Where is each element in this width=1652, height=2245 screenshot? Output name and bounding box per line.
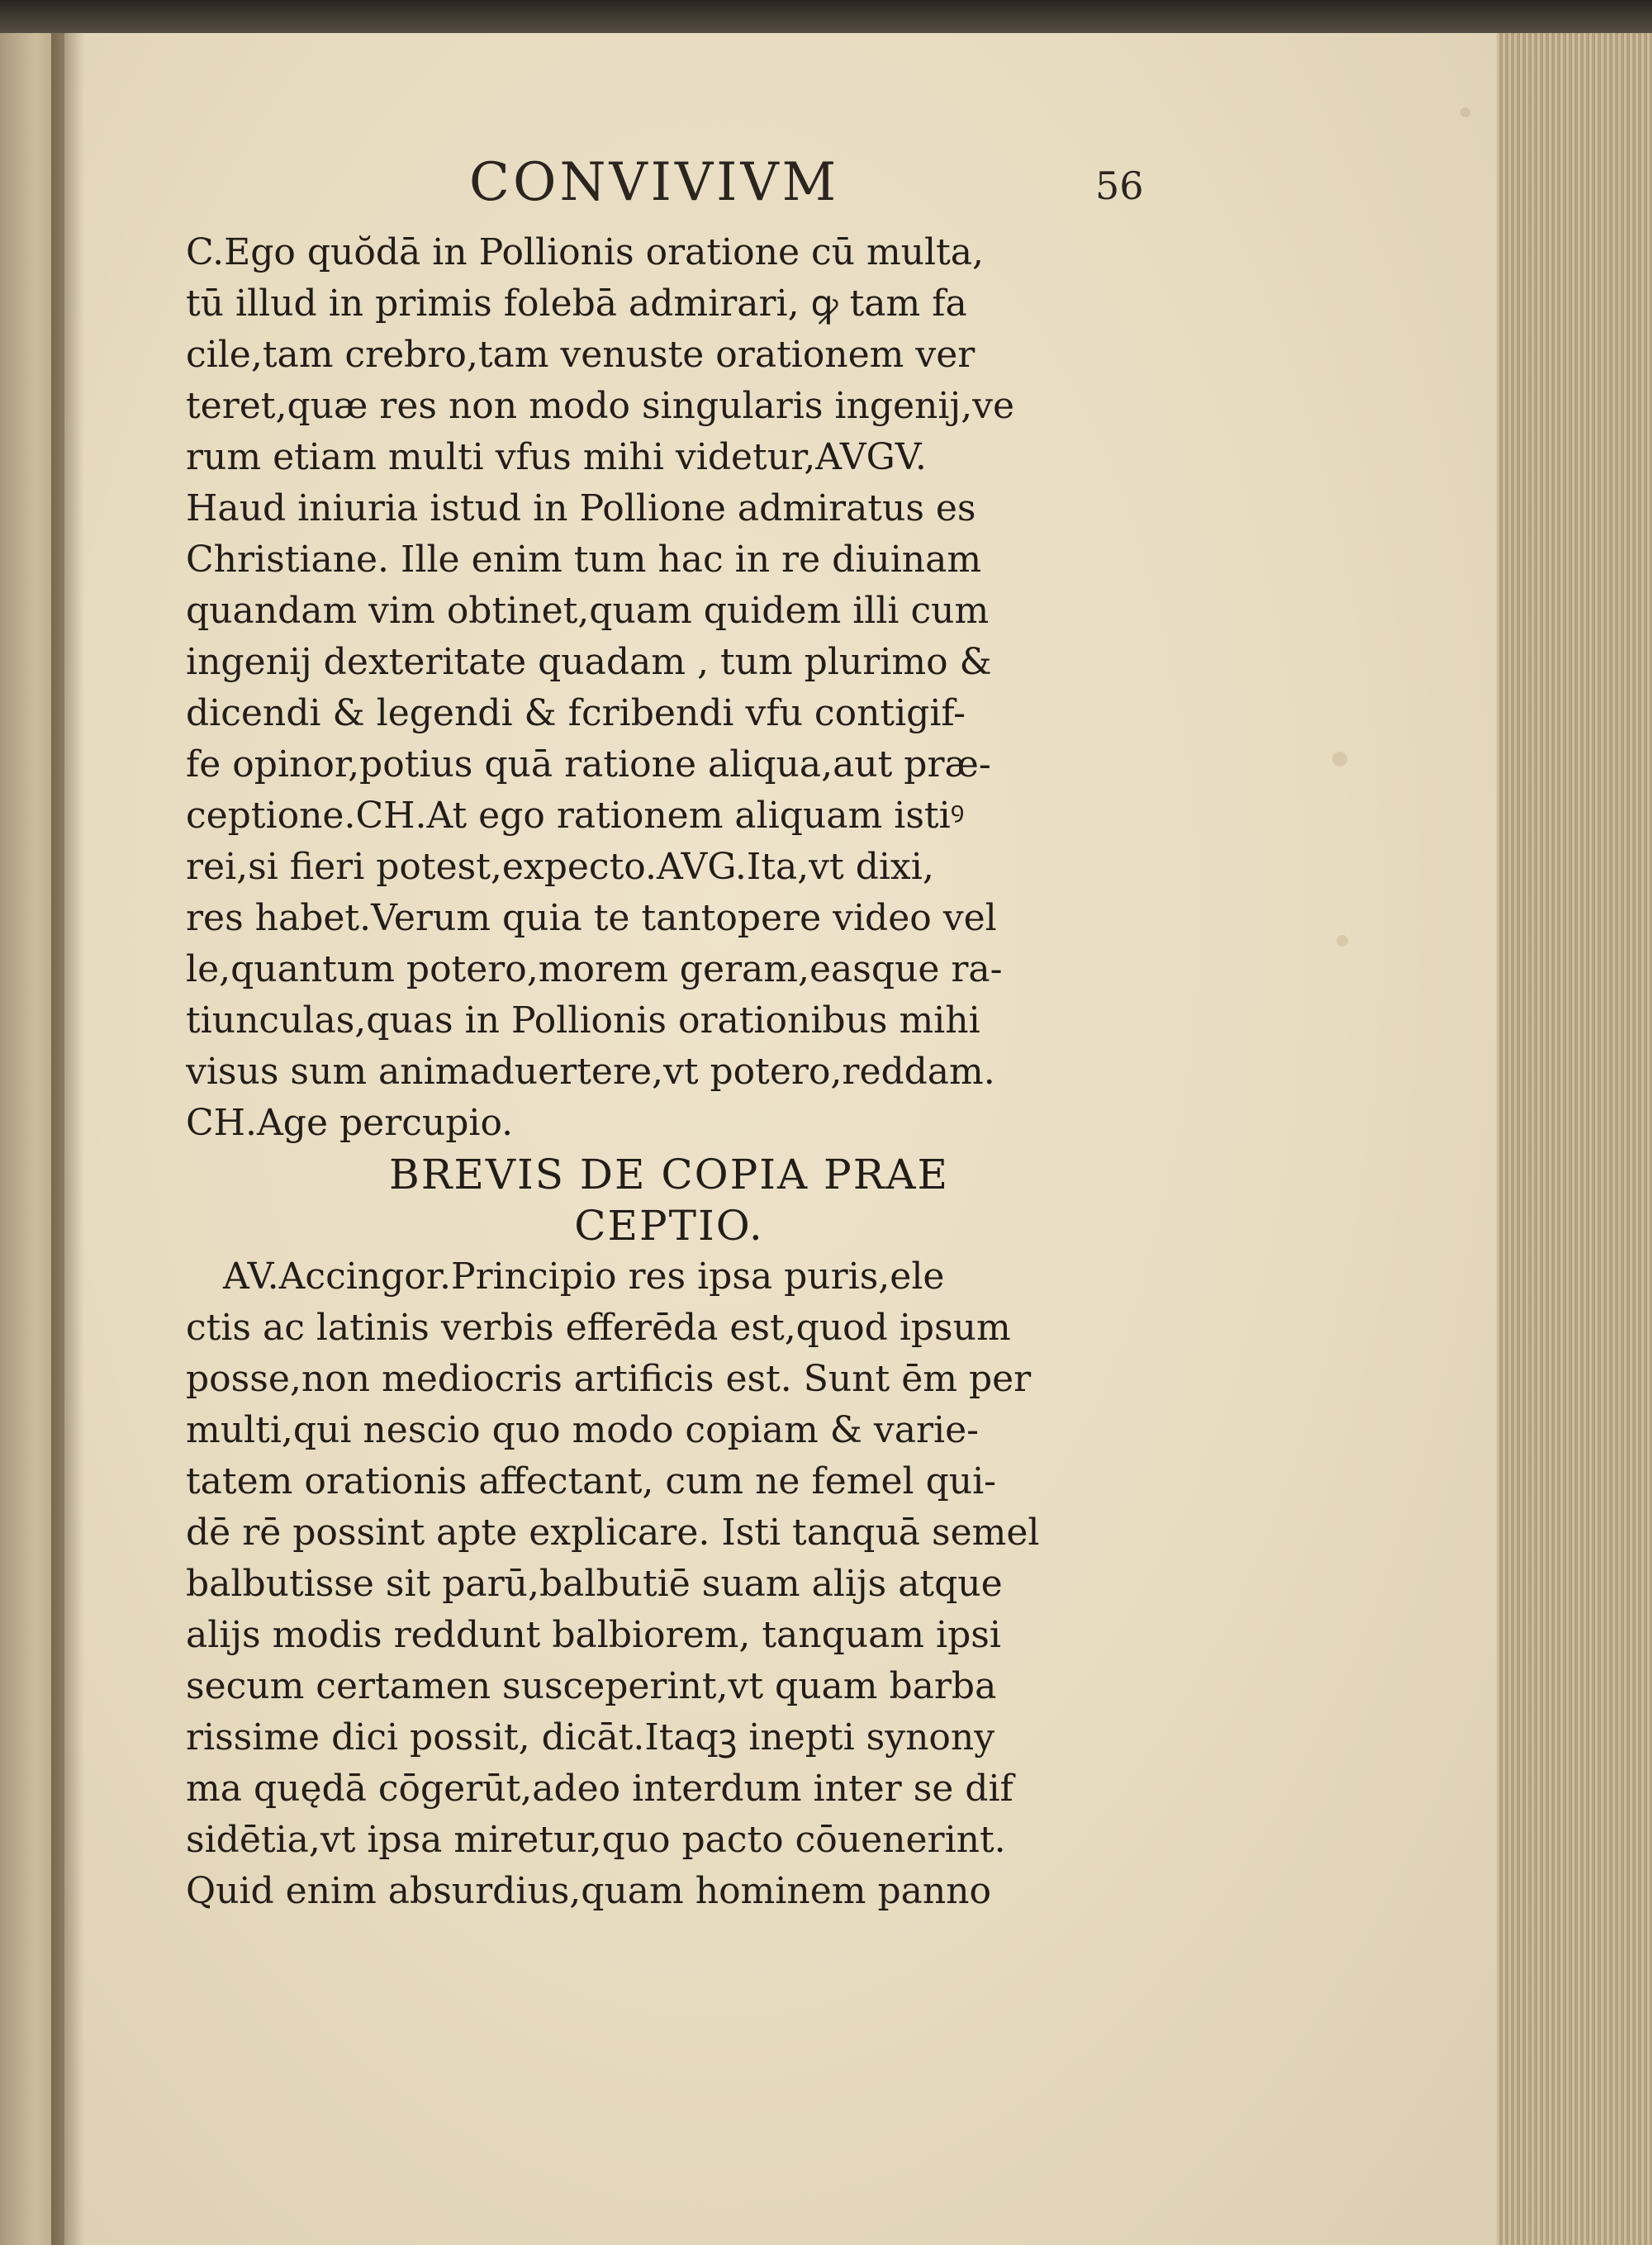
text-line: le,quantum potero,morem geram,easque ra- <box>186 948 1003 990</box>
text-line: rissime dici possit, dicāt.Itaqꝫ inepti synony <box>186 1716 995 1759</box>
text-line: balbutisse sit parū,balbutiē suam alijs atque <box>186 1563 1003 1605</box>
page-number: 56 <box>1095 164 1144 208</box>
text-line: Christiane. Ille enim tum hac in re diuinam <box>186 539 982 581</box>
text-line: visus sum animaduertere,vt potero,reddam. <box>186 1051 995 1093</box>
foxing-spot <box>1336 935 1348 947</box>
text-line: sidētia,vt ipsa miretur,quo pacto cōuenerint. <box>186 1819 1006 1861</box>
text-line: Quid enim absurdius,quam hominem panno <box>186 1870 992 1912</box>
text-block <box>186 227 1152 1917</box>
text-line: AV.Accingor.Principio res ipsa puris,ele <box>223 1255 945 1298</box>
text-line: fe opinor,potius quā ratione aliqua,aut præ- <box>186 743 991 786</box>
text-line: rei,si fieri potest,expecto.AVG.Ita,vt dixi, <box>186 846 934 888</box>
text-line: secum certamen susceperint,vt quam barba <box>186 1665 997 1707</box>
text-line: posse,non mediocris artificis est. Sunt ēm per <box>186 1358 1032 1400</box>
text-line: tatem orationis affectant, cum ne femel qui- <box>186 1460 997 1502</box>
text-line: rum etiam multi vfus mihi videtur,AVGV. <box>186 436 927 478</box>
text-line: quandam vim obtinet,quam quidem illi cum <box>186 590 990 632</box>
binding-top-edge <box>0 0 1652 36</box>
text-line: teret,quæ res non modo singularis ingenij,ve <box>186 385 1014 427</box>
text-line: multi,qui nescio quo modo copiam & varie- <box>186 1409 979 1451</box>
page-stack-edges <box>1497 33 1652 2245</box>
text-line: dicendi & legendi & fcribendi vfu contigif- <box>186 692 966 734</box>
text-line: C.Ego quŏdā in Pollionis oratione cū multa, <box>186 231 984 273</box>
text-line: Haud iniuria istud in Pollione admiratus es <box>186 487 976 529</box>
running-head: CONVIVIVM <box>469 152 840 213</box>
section-heading-line-2: CEPTIO. <box>574 1202 764 1250</box>
foxing-spot <box>1460 107 1470 117</box>
text-line: ctis ac latinis verbis efferēda est,quod ipsum <box>186 1307 1011 1349</box>
text-line: alijs modis reddunt balbiorem, tanquam ipsi <box>186 1614 1001 1656</box>
text-line: tiunculas,quas in Pollionis orationibus mihi <box>186 999 980 1042</box>
gutter-shadow <box>51 33 84 2245</box>
text-line: res habet.Verum quia te tantopere video vel <box>186 897 997 939</box>
section-heading-line-1: BREVIS DE COPIA PRAE <box>389 1151 949 1198</box>
text-line: ma quędā cōgerūt,adeo interdum inter se dif <box>186 1768 1014 1810</box>
foxing-spot <box>1332 752 1347 767</box>
text-line: cile,tam crebro,tam venuste orationem ver <box>186 334 976 376</box>
text-line: CH.Age percupio. <box>186 1102 514 1144</box>
text-line: dē rē possint apte explicare. Isti tanquā semel <box>186 1512 1040 1554</box>
text-line: ingenij dexteritate quadam , tum plurimo & <box>186 641 992 683</box>
text-line: tū illud in primis folebā admirari, ꝙ tam fa <box>186 282 967 325</box>
text-line: ceptione.CH.At ego rationem aliquam istiꝰ <box>186 795 965 837</box>
